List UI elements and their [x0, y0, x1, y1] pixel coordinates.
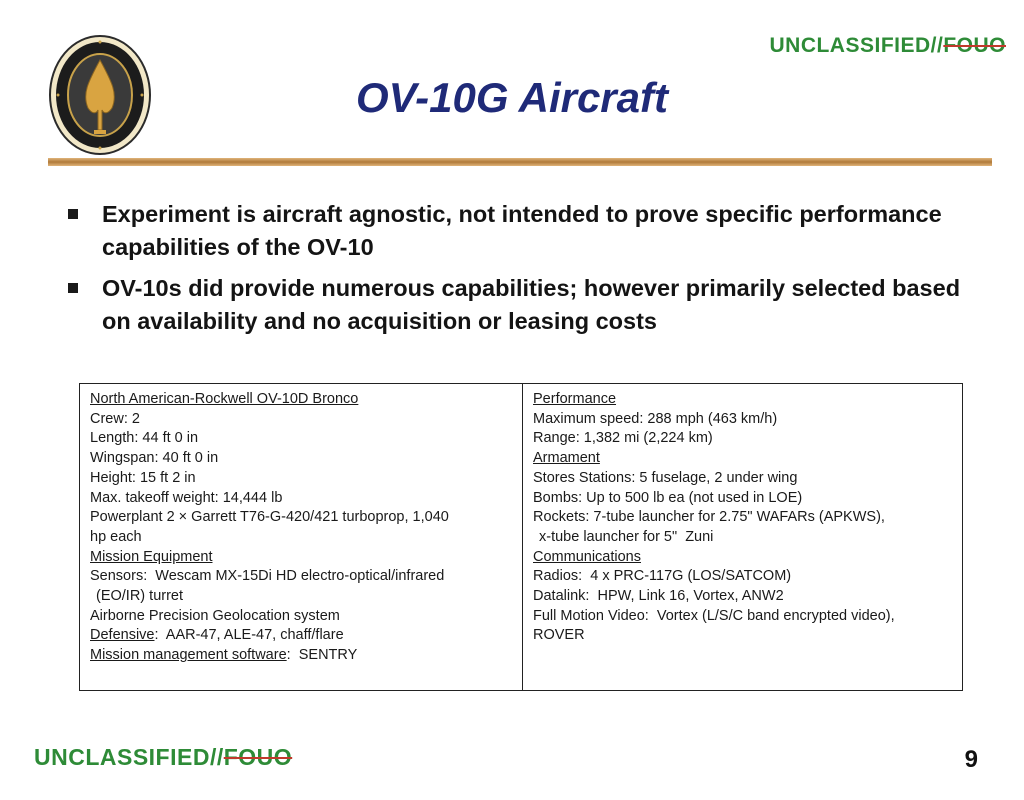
marking-prefix: UNCLASSIFIED//: [34, 744, 224, 770]
rockets-line-cont: x-tube launcher for 5" Zuni: [539, 528, 714, 545]
crew-line: Crew: 2: [90, 410, 140, 427]
communications-heading: Communications: [533, 548, 641, 565]
fmv-line: Full Motion Video: Vortex (L/S/C band encrypted video),: [533, 607, 895, 624]
bullet-list: [68, 198, 968, 346]
powerplant-line-cont: hp each: [90, 528, 142, 545]
bullet-text: Experiment is aircraft agnostic, not intended to prove specific performance capabilities of the OV-10: [102, 201, 942, 260]
stores-line: Stores Stations: 5 fuselage, 2 under wing: [533, 469, 798, 486]
bullet-item: [68, 198, 968, 264]
armament-heading: Armament: [533, 450, 600, 467]
takeoff-weight-line: Max. takeoff weight: 14,444 lb: [90, 489, 283, 506]
defensive-label: Defensive: [90, 627, 155, 644]
radios-line: Radios: 4 x PRC-117G (LOS/SATCOM): [533, 568, 792, 585]
geolocation-line: Airborne Precision Geolocation system: [90, 607, 340, 624]
performance-heading: Performance: [533, 391, 617, 407]
marking-struck-text: FOUO: [943, 34, 1006, 57]
mission-software-label: Mission management software: [90, 647, 287, 664]
bullet-square-icon: [68, 283, 78, 293]
datalink-line: Datalink: HPW, Link 16, Vortex, ANW2: [533, 588, 784, 605]
marking-prefix: UNCLASSIFIED//: [769, 34, 944, 57]
bullet-text: OV-10s did provide numerous capabilities; however primarily selected based on availability and no acquisition or leasing costs: [102, 275, 961, 334]
rockets-line: Rockets: 7-tube launcher for 2.75" WAFARs (APKWS),: [533, 509, 885, 526]
spec-column-airframe: [80, 384, 523, 690]
mission-software-value: : SENTRY: [286, 647, 358, 664]
defensive-value: : AAR-47, ALE-47, chaff/flare: [154, 627, 344, 644]
page-number: 9: [964, 746, 978, 773]
airframe-heading: North American-Rockwell OV-10D Bronco: [90, 391, 359, 407]
bombs-line: Bombs: Up to 500 lb ea (not used in LOE): [533, 489, 803, 506]
classification-marking-top: [769, 34, 1006, 58]
max-speed-line: Maximum speed: 288 mph (463 km/h): [533, 410, 778, 427]
length-line: Length: 44 ft 0 in: [90, 430, 199, 447]
wingspan-line: Wingspan: 40 ft 0 in: [90, 450, 219, 467]
spec-column-capabilities: [523, 384, 962, 690]
sensors-line-cont: (EO/IR) turret: [96, 588, 184, 605]
bullet-item: [68, 272, 968, 338]
height-line: Height: 15 ft 2 in: [90, 469, 196, 486]
slide-title: OV-10G Aircraft: [356, 74, 668, 121]
defensive-line: [90, 626, 512, 646]
mission-equipment-heading: Mission Equipment: [90, 548, 213, 565]
bullet-square-icon: [68, 209, 78, 219]
sensors-line: Sensors: Wescam MX-15Di HD electro-optical/infrared: [90, 568, 445, 585]
mission-software-line: [90, 646, 512, 666]
spec-table: [79, 383, 963, 691]
fmv-line-cont: ROVER: [533, 627, 585, 644]
classification-marking-bottom: [34, 744, 292, 771]
marking-struck-text: FOUO: [223, 744, 293, 770]
title-divider: [48, 158, 992, 166]
powerplant-line: Powerplant 2 × Garrett T76-G-420/421 turboprop, 1,040: [90, 509, 449, 526]
range-line: Range: 1,382 mi (2,224 km): [533, 430, 713, 447]
